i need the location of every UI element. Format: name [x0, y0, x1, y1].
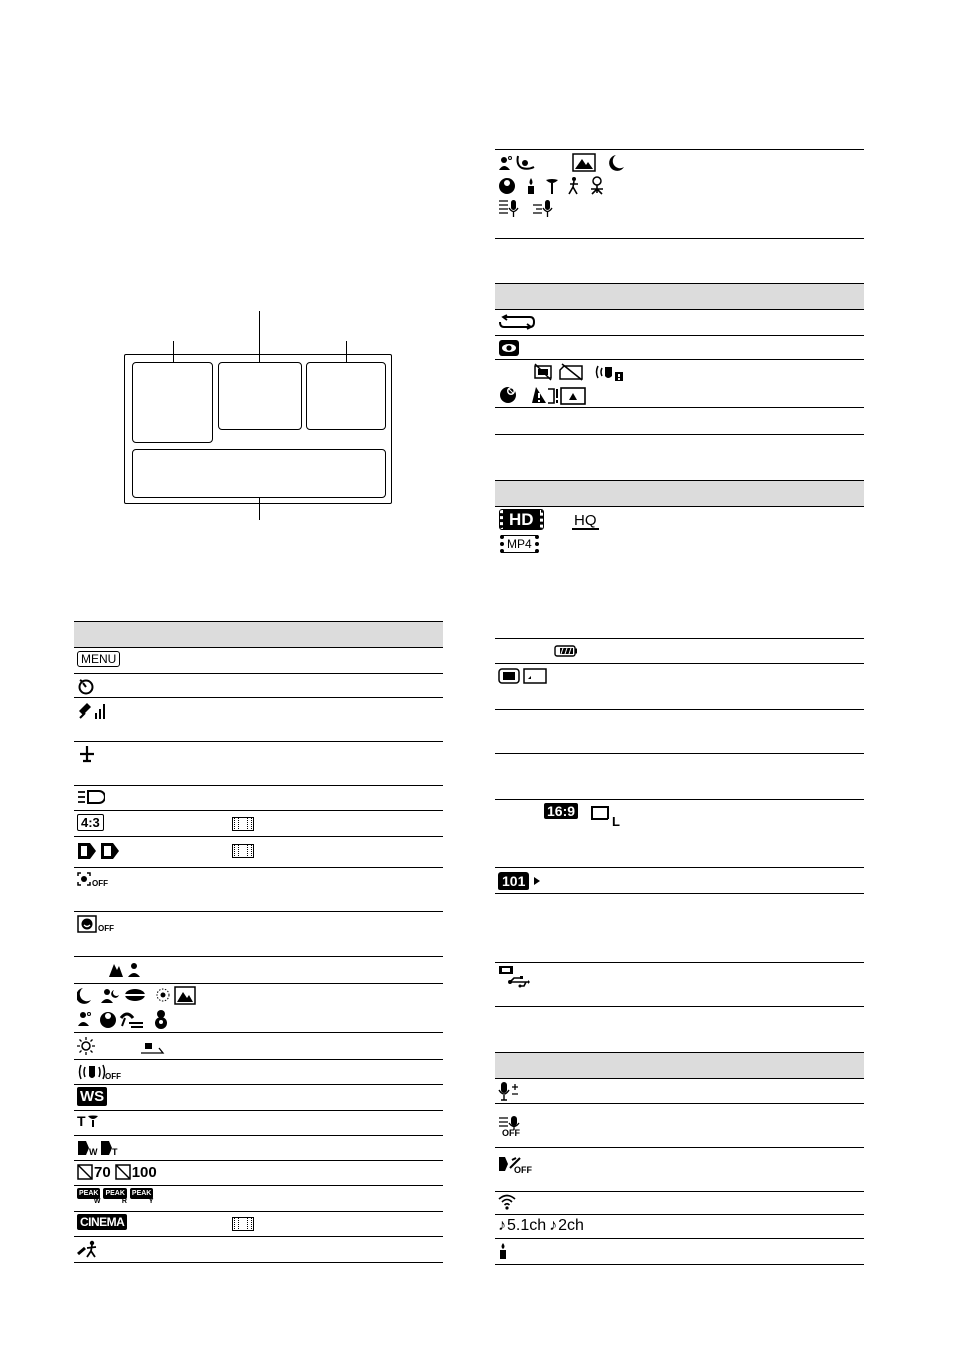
screen-area-upper-center — [218, 362, 302, 430]
zebra-icon: 70 100 — [77, 1164, 157, 1180]
candle-icon — [498, 1242, 508, 1260]
svg-text:W: W — [89, 1147, 98, 1157]
smile-shutter-off-icon: OFF — [77, 915, 114, 933]
image-size-icon: L — [590, 803, 620, 828]
blt-tele-icon — [77, 1139, 123, 1157]
right-table-2-header — [495, 283, 864, 310]
gps-icon — [77, 701, 109, 721]
airplane-icon — [78, 745, 96, 763]
mic-level-icon — [498, 1081, 520, 1101]
steadyshot-off-icon: OFF — [77, 1062, 121, 1082]
media-icon — [498, 667, 550, 685]
screen-area-upper-right — [306, 362, 386, 430]
screen-area-bottom — [132, 449, 386, 498]
leader-line-bottom — [259, 498, 260, 520]
leader-line-upper-right — [346, 341, 347, 362]
right-table-4-header — [495, 1052, 864, 1079]
leader-line-upper-left — [173, 341, 174, 362]
folder-icon: 101 — [498, 872, 541, 890]
white-balance-icon — [77, 1036, 167, 1056]
scene-auto-icon — [108, 960, 142, 978]
movie-mode-icon — [232, 1217, 254, 1231]
cinema-icon: CINEMA — [77, 1214, 127, 1230]
peaking-icon: PEAK W PEAK R PEAK Y — [79, 1190, 154, 1205]
wireless-icon — [498, 1194, 516, 1210]
blt-wide-icon — [77, 841, 123, 861]
usb-icon — [498, 965, 530, 989]
scene-icons — [77, 986, 213, 1030]
eye-icon — [498, 339, 520, 357]
scene-detect-icons — [498, 153, 638, 221]
warning-icons — [498, 363, 630, 405]
right-table-3-header — [495, 480, 864, 507]
audio-channel-icon: ♪ 5.1ch ♪ 2ch — [498, 1217, 584, 1234]
face-detect-off-icon: OFF — [77, 870, 108, 888]
self-timer-icon — [77, 677, 95, 695]
light-icon — [77, 789, 105, 805]
left-table-header — [74, 621, 443, 648]
golf-shot-icon — [77, 1240, 99, 1258]
wind-noise-off-icon: OFF — [498, 1107, 520, 1138]
movie-mode-icon — [232, 844, 254, 858]
tele-macro-icon: T — [77, 1114, 99, 1128]
menu-icon: MENU — [77, 651, 120, 667]
battery-icon — [554, 645, 578, 657]
recording-format-hq-icon: HQ — [574, 512, 597, 529]
audio-mode-off-icon: OFF — [498, 1152, 532, 1175]
aspect-16-9-icon: 16:9 — [544, 803, 578, 819]
movie-mode-icon — [232, 817, 254, 831]
repeat-icon — [498, 314, 536, 330]
screen-area-upper-left — [132, 362, 213, 443]
recording-format-mp4-icon: MP4 — [500, 535, 539, 553]
wide-select-icon: WS — [77, 1087, 107, 1106]
recording-format-hd-icon: HD — [500, 510, 543, 529]
aspect-4-3-icon: 4:3 — [77, 814, 104, 831]
leader-line-upper-center — [259, 311, 260, 362]
svg-text:T: T — [112, 1147, 118, 1157]
